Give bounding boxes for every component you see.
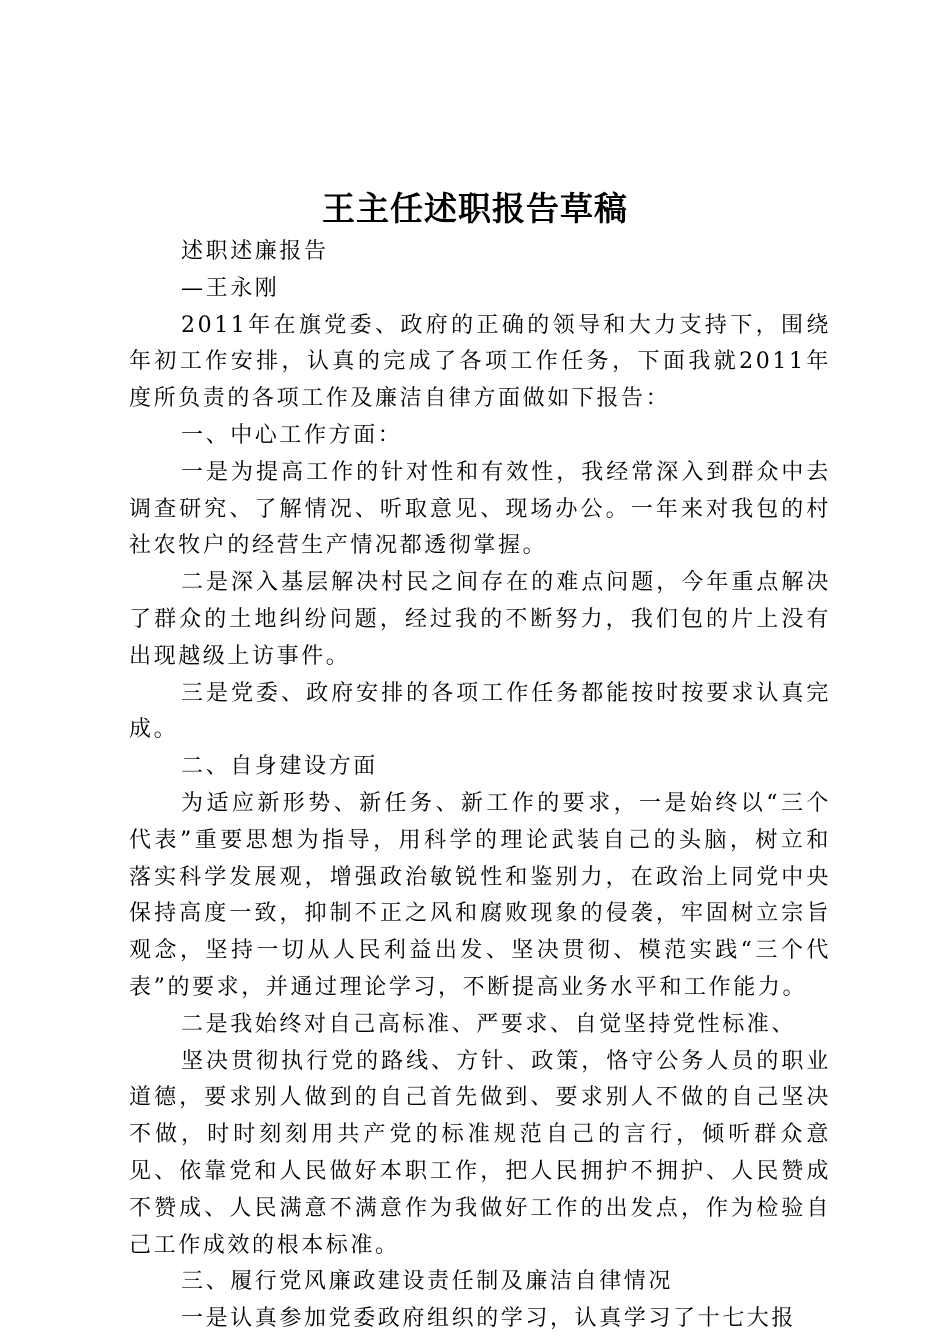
intro-paragraph: 2011年在旗党委、政府的正确的领导和大力支持下，围绕年初工作安排，认真的完成了各项工作任务，下面我就2011年度所负责的各项工作及廉洁自律方面做如下报告： <box>129 312 831 412</box>
section-heading-2: 二、自身建设方面 <box>181 754 378 780</box>
document-title: 王主任述职报告草稿 <box>322 189 628 228</box>
paragraph-1-3: 三是党委、政府安排的各项工作任务都能按时按要求认真完成。 <box>129 680 831 743</box>
report-subtitle: 述职述廉报告 <box>181 239 329 264</box>
paragraph-3-1: 一是认真参加党委政府组织的学习，认真学习了十七大报 <box>181 1306 797 1332</box>
paragraph-2-3: 坚决贯彻执行党的路线、方针、政策，恪守公务人员的职业道德，要求别人做到的自己首先做到、要求别人不做的自己坚决不做，时时刻刻用共产党的标准规范自己的言行，倾听群众意见、依靠党和人民做好本职工作，把人民拥护不拥护、人民赞成不赞成、人民满意不满意作为我做好工作的出发点，作为检验自己工作成效的根本标准。 <box>129 1048 831 1258</box>
section-heading-1: 一、中心工作方面： <box>181 422 403 448</box>
section-heading-3: 三、履行党风廉政建设责任制及廉洁自律情况 <box>181 1269 674 1295</box>
document-body <box>129 234 831 1338</box>
paragraph-1-2: 二是深入基层解决村民之间存在的难点问题，今年重点解决了群众的土地纠纷问题，经过我的不断努力，我们包的片上没有出现越级上访事件。 <box>129 570 831 669</box>
author-line: —王永刚 <box>181 275 280 301</box>
paragraph-1-1: 一是为提高工作的针对性和有效性，我经常深入到群众中去调查研究、了解情况、听取意见、现场办公。一年来对我包的村社农牧户的经营生产情况都透彻掌握。 <box>129 459 831 559</box>
paragraph-2-1: 为适应新形势、新任务、新工作的要求，一是始终以“三个代表”重要思想为指导，用科学的理论武装自己的头脑，树立和落实科学发展观，增强政治敏锐性和鉴别力，在政治上同党中央保持高度一致，抑制不正之风和腐败现象的侵袭，牢固树立宗旨观念，坚持一切从人民利益出发、坚决贯彻、模范实践“三个代表”的要求，并通过理论学习，不断提高业务水平和工作能力。 <box>129 790 831 1000</box>
paragraph-2-2: 二是我始终对自己高标准、严要求、自觉坚持党性标准、 <box>181 1011 797 1037</box>
